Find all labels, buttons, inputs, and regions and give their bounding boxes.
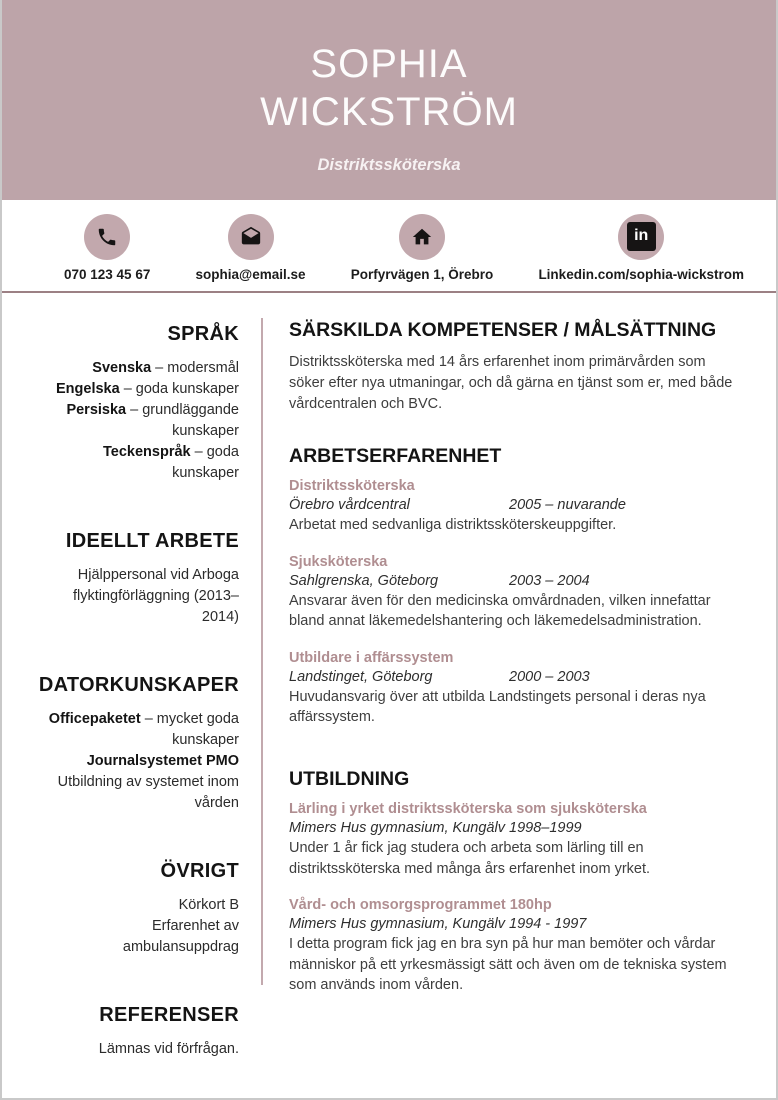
section-experience bbox=[289, 445, 740, 728]
job-description: Ansvarar även för den medicinska omvårdnaden, vilken innefattar bland annat läkemedelshantering och läkemedelsadministration. bbox=[289, 592, 711, 630]
section-computer-skills bbox=[36, 674, 239, 814]
contact-bar bbox=[2, 200, 776, 291]
volunteer-text: Hjälppersonal vid Arboga flyktingförläggning (2013–2014) bbox=[72, 567, 239, 626]
street-address: Porfyrvägen 1, Örebro bbox=[350, 266, 494, 282]
candidate-name: SOPHIA WICKSTRÖM bbox=[260, 42, 518, 134]
job-entry bbox=[289, 554, 740, 632]
computer-skill-item: Officepaketet – mycket goda kunskaper bbox=[48, 711, 239, 749]
language-item: Teckenspråk – goda kunskaper bbox=[103, 444, 239, 482]
other-item: Körkort B bbox=[178, 897, 239, 914]
home-icon bbox=[399, 214, 445, 260]
education-entry bbox=[289, 801, 740, 879]
contact-phone bbox=[64, 214, 150, 282]
job-role: Utbildare i affärssystem bbox=[289, 649, 454, 666]
job-dates: 2000 – 2003 bbox=[509, 668, 590, 685]
education-entry bbox=[289, 897, 740, 996]
email-address[interactable]: sophia@email.se bbox=[195, 266, 306, 282]
language-item: Persiska – grundläggande kunskaper bbox=[66, 402, 239, 440]
section-title: SÄRSKILDA KOMPETENSER / MÅLSÄTTNING bbox=[289, 319, 717, 341]
education-description: Under 1 år fick jag studera och arbeta som lärling till en distriktssköterska med många års erfarenhet inom yrket. bbox=[289, 839, 651, 877]
education-program: Lärling i yrket distriktssköterska som sjuksköterska bbox=[289, 800, 647, 817]
section-volunteer bbox=[36, 530, 239, 628]
job-entry bbox=[289, 478, 740, 536]
job-description: Arbetat med sedvanliga distriktssköterskeuppgifter. bbox=[289, 517, 617, 534]
column-divider-line bbox=[261, 318, 263, 985]
section-title: IDEELLT ARBETE bbox=[65, 530, 239, 553]
section-education bbox=[289, 768, 740, 996]
job-description: Huvudansvarig över att utbilda Landstingets personal i deras nya affärssystem. bbox=[289, 688, 706, 726]
section-references bbox=[36, 1004, 239, 1060]
main-column bbox=[261, 293, 776, 1098]
education-school: Mimers Hus gymnasium, Kungälv bbox=[289, 819, 505, 836]
section-title: ÖVRIGT bbox=[160, 860, 239, 883]
computer-skill-item: Journalsystemet PMO bbox=[86, 753, 239, 770]
job-org: Örebro vårdcentral bbox=[289, 497, 410, 514]
contact-address bbox=[351, 214, 494, 282]
contact-linkedin bbox=[538, 214, 744, 282]
section-objective bbox=[289, 319, 740, 415]
objective-text: Distriktssköterska med 14 års erfarenhet inom primärvården som söker efter nya utmaningar, och då gärna en tjänst som er, med både vårdcentralen och BVC. bbox=[289, 354, 733, 413]
phone-icon bbox=[84, 214, 130, 260]
education-school: Mimers Hus gymnasium, Kungälv bbox=[289, 916, 505, 933]
education-dates: 1994 - 1997 bbox=[509, 916, 587, 933]
phone-number: 070 123 45 67 bbox=[64, 266, 151, 282]
other-item: Erfarenhet av ambulansuppdrag bbox=[122, 918, 239, 956]
email-icon bbox=[228, 214, 274, 260]
education-program: Vård- och omsorgsprogrammet 180hp bbox=[289, 897, 552, 914]
job-dates: 2005 – nuvarande bbox=[509, 497, 626, 514]
linkedin-icon bbox=[618, 214, 664, 260]
content bbox=[2, 293, 776, 1098]
contact-email bbox=[196, 214, 306, 282]
education-description: I detta program fick jag en bra syn på hur man bemöter och vårdar människor på ett yrkesmässigt sätt och även om de tekniska system som används inom vården. bbox=[289, 936, 727, 994]
section-title: ARBETSERFARENHET bbox=[289, 445, 502, 468]
computer-skill-item: Utbildning av systemet inom vården bbox=[57, 774, 239, 812]
header bbox=[2, 0, 776, 200]
section-languages bbox=[36, 323, 239, 484]
section-title: DATORKUNSKAPER bbox=[38, 674, 239, 697]
section-title: UTBILDNING bbox=[289, 767, 410, 790]
candidate-title: Distriktssköterska bbox=[317, 156, 461, 174]
language-item: Svenska – modersmål bbox=[92, 360, 239, 376]
references-text: Lämnas vid förfrågan. bbox=[98, 1041, 239, 1058]
education-dates: 1998–1999 bbox=[509, 819, 582, 836]
section-title: REFERENSER bbox=[99, 1004, 239, 1027]
job-role: Distriktssköterska bbox=[289, 478, 415, 495]
linkedin-url[interactable]: Linkedin.com/sophia-wickstrom bbox=[538, 266, 744, 282]
linkedin-glyph: in bbox=[627, 222, 656, 251]
section-other bbox=[36, 860, 239, 958]
job-org: Sahlgrenska, Göteborg bbox=[289, 572, 439, 589]
language-item: Engelska – goda kunskaper bbox=[56, 381, 239, 398]
job-role: Sjuksköterska bbox=[289, 553, 388, 570]
section-title: SPRÅK bbox=[167, 323, 239, 345]
sidebar bbox=[2, 293, 261, 1098]
job-org: Landstinget, Göteborg bbox=[289, 668, 433, 685]
job-entry bbox=[289, 650, 740, 728]
job-dates: 2003 – 2004 bbox=[509, 572, 590, 589]
